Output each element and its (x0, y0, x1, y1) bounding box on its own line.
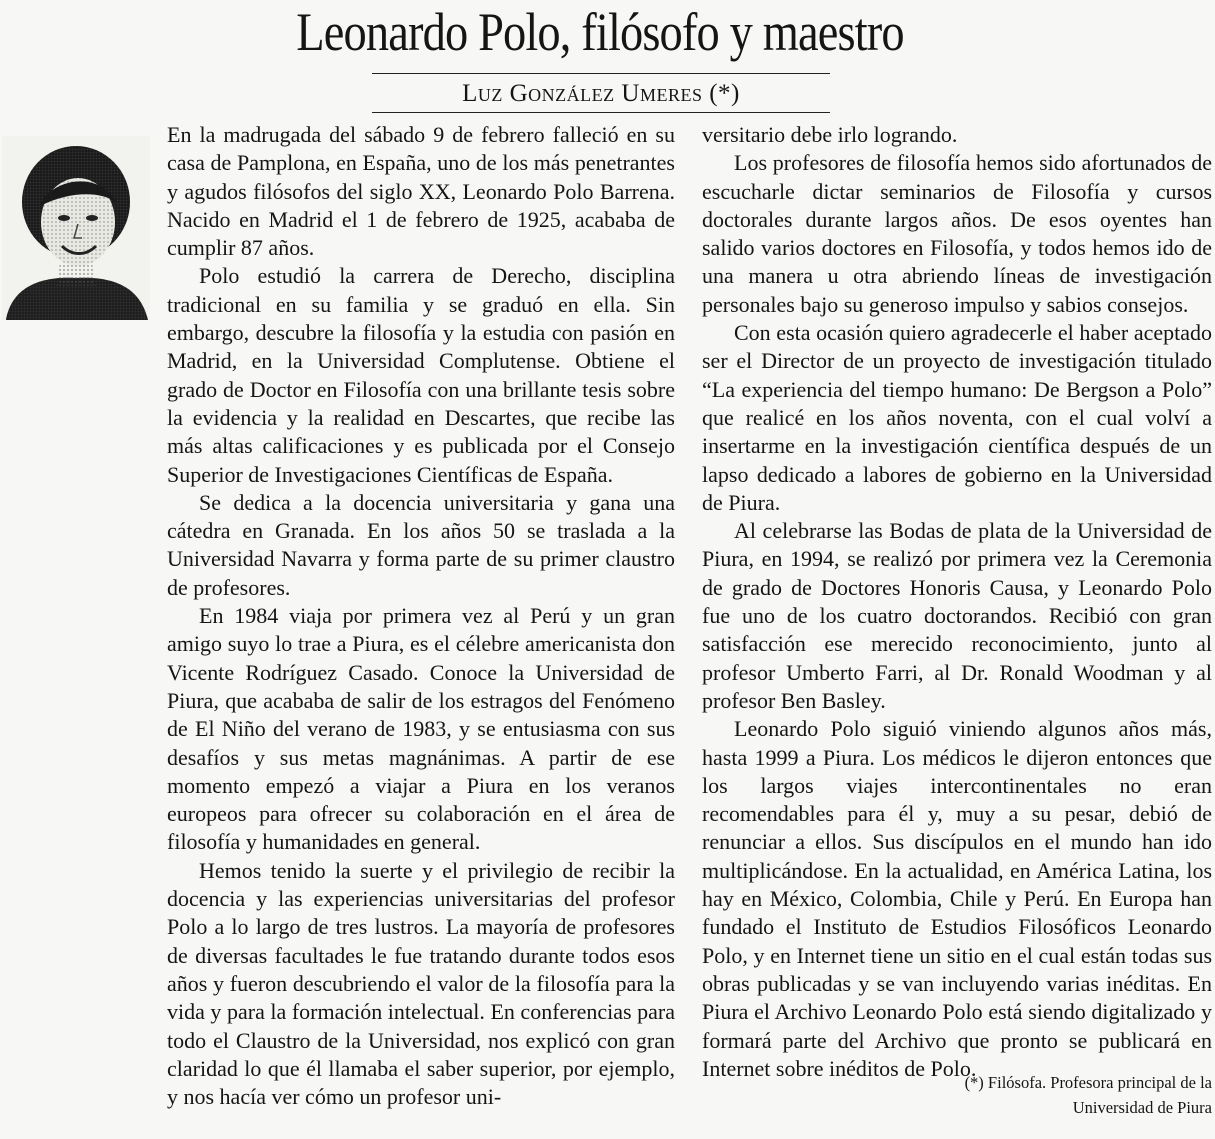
paragraph: Los profesores de filosofía hemos sido afortunados de escucharle dictar seminarios de Filosofía y cursos doctorales durante largos años. De esos oyentes han salido varios doctores en Filosofía, y todos hemos ido de una manera u otra abriendo líneas de investigación personales bajo su generoso impulso y sabios consejos. (702, 150, 1212, 317)
article-column-right (702, 121, 1212, 1083)
article-byline: Luz González Umeres (*) (462, 80, 740, 107)
paragraph: Al celebrarse las Bodas de plata de la Universidad de Piura, en 1994, se realizó por primera vez la Ceremonia de grado de Doctores Honoris Causa, y Leonardo Polo fue uno de los cuatro doctorandos. Recibió con gran satisfacción ese merecido reconocimiento, junto al profesor Umberto Farri, al Dr. Ronald Woodman y al profesor Ben Basley. (702, 518, 1212, 713)
article-title: Leonardo Polo, filósofo y maestro (296, 2, 904, 62)
paragraph: Leonardo Polo siguió viniendo algunos años más, hasta 1999 a Piura. Los médicos le dijeron entonces que los largos viajes intercontinentales no eran recomendables para él y, muy a su pesar, debió de renunciar a ellos. Sus discípulos en el mundo han ido multiplicándose. En la actualidad, en América Latina, los hay en México, Colombia, Chile y Perú. En Europa han fundado el Instituto de Estudios Filosóficos Leonardo Polo, y en Internet tiene un sitio en el cual están todas sus obras publicadas y se van incluyendo varias inéditas. En Piura el Archivo Leonardo Polo está siendo digitalizado y formará parte del Archivo que pronto se publicará en Internet sobre inéditos de Polo. (702, 716, 1212, 1081)
paragraph: Hemos tenido la suerte y el privilegio de recibir la docencia y las experiencias universitarias del profesor Polo a lo largo de tres lustros. La mayoría de profesores de diversas facultades le fue tratando durante todos esos años y fueron descubriendo el valor de la filosofía para la vida y para la formación intelectual. En conferencias para todo el Claustro de la Universidad, nos explicó con gran claridad lo que él llamaba el saber superior, por ejemplo, y nos hacía ver cómo un profesor uni- (167, 857, 675, 1110)
paragraph: versitario debe irlo logrando. (702, 122, 958, 147)
paragraph: Con esta ocasión quiero agradecerle el haber aceptado ser el Director de un proyecto de investigación titulado “La experiencia del tiempo humano: De Bergson a Polo” que realicé en los años noventa, con el cual volví a insertarme en la investigación científica después de un lapso dedicado a labores de gobierno en la Universidad de Piura. (702, 320, 1212, 515)
byline-top-rule (372, 73, 830, 74)
author-footnote (880, 1070, 1212, 1120)
paragraph: Polo estudió la carrera de Derecho, disciplina tradicional en su familia y se graduó en ella. Sin embargo, descubre la filosofía y la estudia con pasión en Madrid, en la Universidad Complutense. Obtiene el grado de Doctor en Filosofía con una brillante tesis sobre la evidencia y la realidad en Descartes, que recibe las más altas calificaciones y es publicada por el Consejo Superior de Investigaciones Científicas de España. (167, 263, 675, 487)
article-column-left (167, 121, 675, 1111)
paragraph: En la madrugada del sábado 9 de febrero falleció en su casa de Pamplona, en España, uno de los más penetrantes y agudos filósofos del siglo XX, Leonardo Polo Barrena. Nacido en Madrid el 1 de febrero de 1925, acababa de cumplir 87 años. (167, 122, 675, 261)
paragraph: En 1984 viaja por primera vez al Perú y un gran amigo suyo lo trae a Piura, es el célebre americanista don Vicente Rodríguez Casado. Conoce la Universidad de Piura, que acababa de salir de los estragos del Fenómeno de El Niño del verano de 1983, y se entusiasma con sus desafíos y sus metas magnánimas. A partir de ese momento empezó a viajar a Piura en los veranos europeos para ofrecer su colaboración en el área de filosofía y humanidades en general. (167, 603, 675, 855)
byline-bottom-rule (372, 112, 830, 113)
paragraph: Se dedica a la docencia universitaria y gana una cátedra en Granada. En los años 50 se traslada a la Universidad Navarra y forma parte de su primer claustro de profesores. (167, 489, 675, 600)
footnote-line: (*) Filósofa. Profesora principal de la (964, 1073, 1212, 1092)
footnote-line: Universidad de Piura (1072, 1098, 1212, 1117)
author-portrait (2, 136, 150, 320)
